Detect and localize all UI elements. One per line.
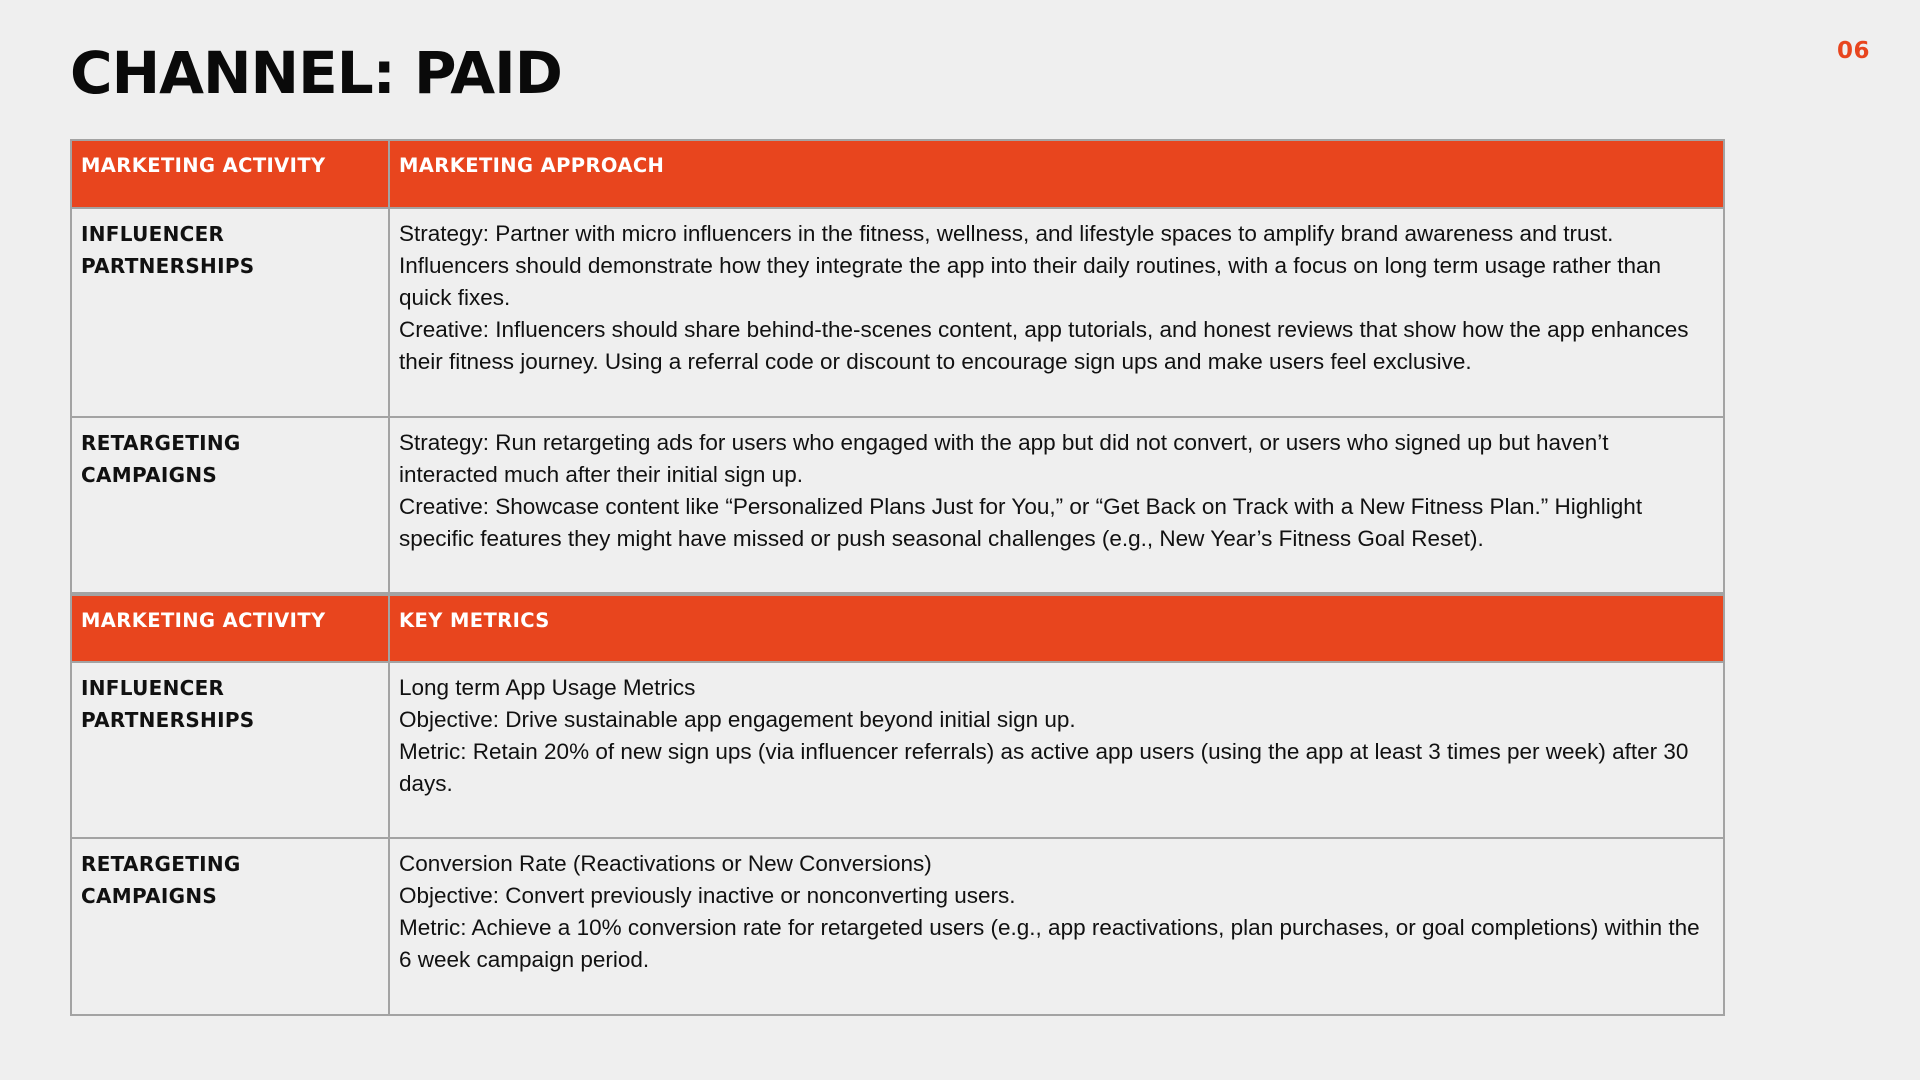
- objective-text: Objective: Drive sustainable app engagement beyond initial sign up.: [399, 707, 1076, 732]
- creative-text: Creative: Showcase content like “Personalized Plans Just for You,” or “Get Back on Track with a New Fitness Plan.” Highlight specific features they might have missed or push seasonal challenges (e.g., New Year’s Fitness Goal Reset).: [399, 494, 1643, 551]
- approach-header-row: [71, 140, 1724, 208]
- metrics-header-detail: KEY METRICS: [389, 594, 1724, 662]
- page-number: 06: [1836, 38, 1870, 64]
- channel-table: [70, 139, 1725, 1016]
- activity-label-line1: INFLUENCER: [81, 222, 225, 246]
- metrics-cell-retargeting: [389, 838, 1724, 1015]
- table-row: [71, 208, 1724, 417]
- approach-header-detail: MARKETING APPROACH: [389, 140, 1724, 208]
- activity-label-line1: RETARGETING: [81, 431, 241, 455]
- activity-label-line2: PARTNERSHIPS: [81, 254, 255, 278]
- table-row: [71, 417, 1724, 594]
- activity-cell-influencer: [71, 662, 389, 838]
- approach-cell-influencer: [389, 208, 1724, 417]
- page-title: CHANNEL: PAID: [70, 39, 562, 107]
- activity-cell-influencer: [71, 208, 389, 417]
- approach-header-activity: MARKETING ACTIVITY: [71, 140, 389, 208]
- metric-title: Long term App Usage Metrics: [399, 675, 696, 700]
- metrics-cell-influencer: [389, 662, 1724, 838]
- table-row: [71, 838, 1724, 1015]
- metric-text: Metric: Retain 20% of new sign ups (via influencer referrals) as active app users (using the app at least 3 times per week) after 30 days.: [399, 739, 1689, 796]
- activity-cell-retargeting: [71, 838, 389, 1015]
- activity-label-line1: RETARGETING: [81, 852, 241, 876]
- metric-title: Conversion Rate (Reactivations or New Conversions): [399, 851, 932, 876]
- approach-cell-retargeting: [389, 417, 1724, 594]
- activity-label-line2: CAMPAIGNS: [81, 884, 218, 908]
- table-row: [71, 662, 1724, 838]
- metrics-header-row: [71, 594, 1724, 662]
- activity-label-line2: PARTNERSHIPS: [81, 708, 255, 732]
- creative-text: Creative: Influencers should share behind-the-scenes content, app tutorials, and honest reviews that show how the app enhances their fitness journey. Using a referral code or discount to encourage sign ups and make users feel exclusive.: [399, 317, 1689, 374]
- metric-text: Metric: Achieve a 10% conversion rate for retargeted users (e.g., app reactivations, plan purchases, or goal completions) within the 6 week campaign period.: [399, 915, 1700, 972]
- objective-text: Objective: Convert previously inactive or nonconverting users.: [399, 883, 1016, 908]
- strategy-text: Strategy: Run retargeting ads for users who engaged with the app but did not convert, or users who signed up but haven’t interacted much after their initial sign up.: [399, 430, 1609, 487]
- activity-label-line1: INFLUENCER: [81, 676, 225, 700]
- metrics-header-activity: MARKETING ACTIVITY: [71, 594, 389, 662]
- activity-cell-retargeting: [71, 417, 389, 594]
- activity-label-line2: CAMPAIGNS: [81, 463, 218, 487]
- strategy-text: Strategy: Partner with micro influencers in the fitness, wellness, and lifestyle spaces to amplify brand awareness and trust. Influencers should demonstrate how they integrate the app into their daily routines, with a focus on long term usage rather than quick fixes.: [399, 221, 1661, 310]
